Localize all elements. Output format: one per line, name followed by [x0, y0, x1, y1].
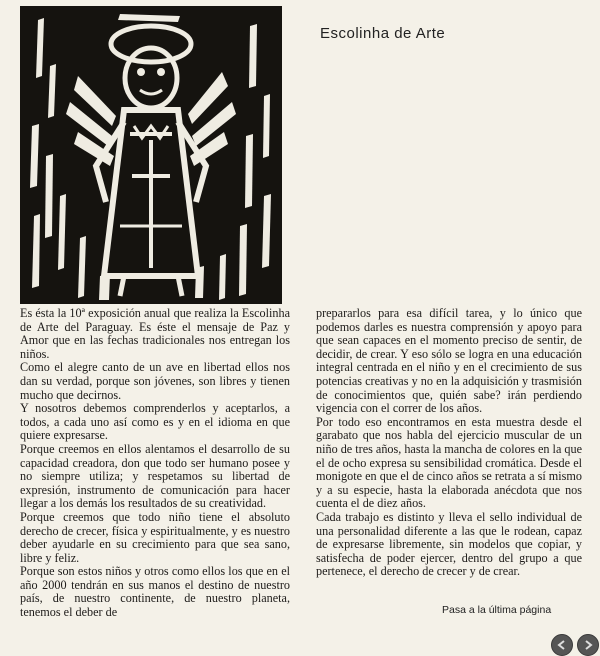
paragraph: Porque son estos niños y otros como ellos los que en el año 2000 tendrán en sus manos el destino de nuestro país, de nuestro continente, de nuestro planeta, tenemos el deber de	[20, 564, 290, 620]
paragraph: Porque creemos en ellos alentamos el desarrollo de su capacidad creadora, don que todo ser humano posee y no siempre utiliza; y respetamos su libertad de expresión, instrumento de comunicación para hacer llegar a los demás los resultados de su creatividad.	[20, 441, 290, 511]
body-column-left	[20, 307, 290, 620]
woodcut-illustration	[20, 6, 282, 304]
body-column-right	[316, 307, 582, 579]
arrow-left-icon	[556, 639, 568, 651]
previous-page-button[interactable]	[551, 634, 573, 656]
paragraph: prepararlos para esa difícil tarea, y lo único que podemos darles es nuestra comprensión y apoyo para que sean capaces en el momento preciso de sentir, de decidir, de crear. Y eso sólo se logra en una educación integral centrada en el niño y en el crecimiento de sus potencias creativas y no en la adquisición y trasmisión de conocimientos que, quién sabe? irán perdiendo vigencia con el correr de los años.	[316, 306, 582, 416]
page-title: Escolinha de Arte	[320, 25, 446, 42]
paragraph: Porque creemos que todo niño tiene el absoluto derecho de crecer, física y espiritualmente, y es nuestro deber ayudarle en su crecimiento para que sea sano, libre y feliz.	[20, 509, 290, 565]
paragraph: Y nosotros debemos comprenderlos y aceptarlos, a todos, a cada uno así como es y en el idioma en que quiere expresarse.	[20, 401, 290, 443]
angel-woodcut-icon	[20, 6, 282, 304]
continuation-note: Pasa a la última página	[442, 604, 552, 616]
next-page-button[interactable]	[577, 634, 599, 656]
paragraph: Es ésta la 10ª exposición anual que realiza la Escolinha de Arte del Paraguay. Es éste el mensaje de Paz y Amor que en las fechas tradicionales nos entregan los niños.	[20, 306, 290, 361]
paragraph: Por todo eso encontramos en esta muestra desde el garabato que nos habla del ejercicio muscular de un niño de tres años, hasta la mancha de colores en la que el de ocho expresa su sensibilidad cromática. Desde el monigote en que el de cinco años se retrata a sí mismo y a su especie, hasta la elaborada anécdota que nos cuenta el de diez años.	[316, 414, 582, 511]
arrow-right-icon	[582, 639, 594, 651]
paragraph: Como el alegre canto de un ave en libertad ellos nos dan su verdad, porque son jóvenes, son libres y tienen mucho que decirnos.	[20, 360, 290, 402]
paragraph: Cada trabajo es distinto y lleva el sello individual de una personalidad diferente a las que le rodean, capaz de expresarse libremente, sin modelos que copiar, y satisfecha de poder ejercer, dentro del grupo a que pertenece, el derecho de crecer y de crear.	[316, 509, 582, 579]
